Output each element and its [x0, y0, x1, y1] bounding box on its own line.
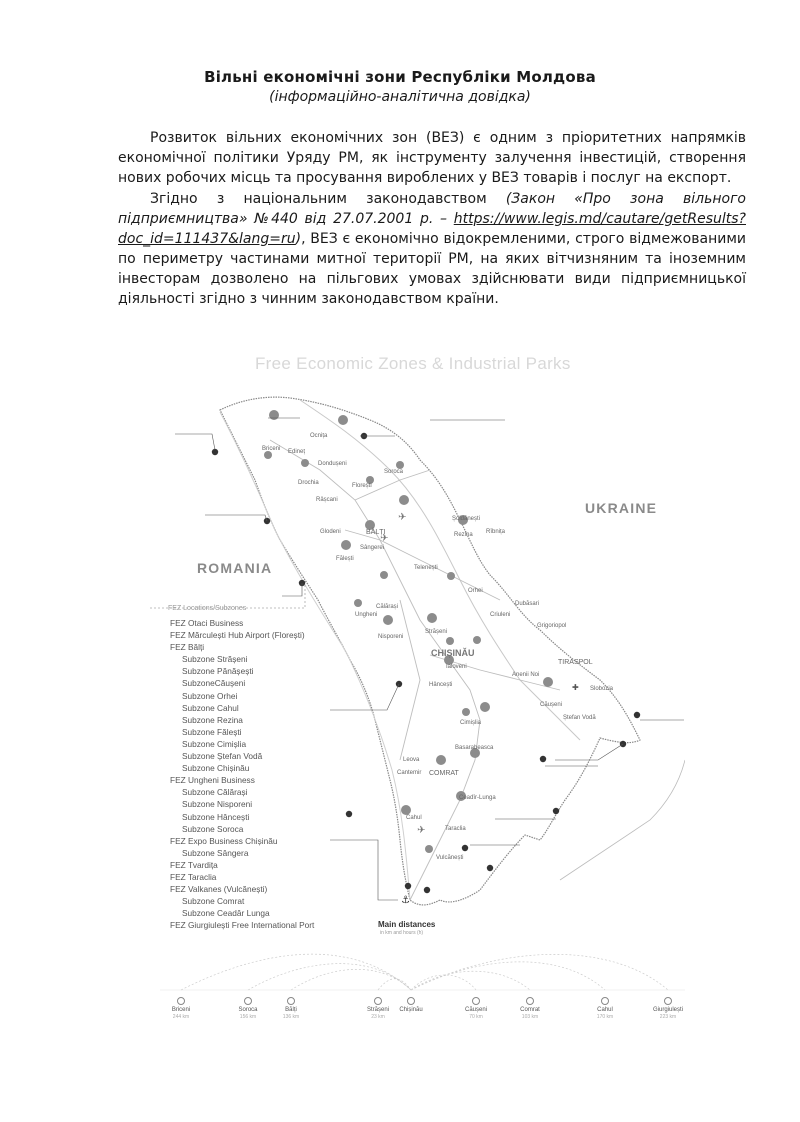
legend-subzone: Subzone Hâncești — [182, 811, 250, 822]
distances-title: Main distances — [378, 920, 436, 929]
city-orhei: Orhei — [468, 588, 483, 594]
city-glodeni: Glodeni — [320, 529, 341, 535]
city-ceadir-lunga: Ceadîr-Lunga — [459, 795, 496, 801]
destination-marker — [244, 997, 252, 1005]
legend-subzone: Subzone Soroca — [182, 823, 244, 834]
city-tiraspol: TIRASPOL — [558, 659, 593, 666]
distance-destination — [643, 997, 693, 1020]
city-soroca: Soroca — [384, 469, 404, 475]
city-chisinau: CHIȘINĂU — [431, 648, 475, 658]
distance-arcs — [181, 954, 668, 990]
destination-distance: 136 km — [282, 1014, 300, 1020]
legend-fez: FEZ Ungheni Business — [170, 775, 255, 786]
legend-subzone: Subzone Cimișlia — [182, 738, 247, 749]
svg-text:✈: ✈ — [398, 512, 407, 523]
legend-fez: FEZ Otaci Business — [170, 618, 244, 628]
destination-marker — [472, 997, 480, 1005]
city-causeni: Căușeni — [540, 702, 563, 708]
destination-name: Soroca — [238, 1007, 258, 1013]
destination-marker — [177, 997, 185, 1005]
law-reference-close: ) — [295, 231, 302, 247]
legal-paragraph-lead: Згідно з національним законодавством — [150, 191, 506, 207]
destination-distance: 23 km — [371, 1014, 385, 1020]
city-cantemir: Cantemir — [397, 770, 422, 776]
city-ungheni: Ungheni — [355, 612, 378, 618]
city-telenesti: Telenești — [414, 565, 438, 571]
destination-marker — [407, 997, 415, 1005]
distance-destination — [451, 997, 501, 1020]
legend-subzone: Subzone Ceadâr Lunga — [182, 908, 270, 919]
city-nisporeni: Nisporeni — [378, 634, 404, 640]
legend-subzone: Subzone Nisporeni — [182, 799, 253, 810]
legend-subzone: Subzone Pănășești — [182, 666, 254, 677]
destination-distance: 103 km — [521, 1014, 539, 1020]
city-basarabeasca: Basarabeasca — [455, 745, 494, 751]
country-label-romania: ROMANIA — [197, 560, 273, 576]
legend-subzone: Subzone Chișinău — [182, 763, 250, 774]
ukraine-coast-line — [560, 760, 685, 880]
legend-subzone: Subzone Călărași — [182, 787, 248, 798]
distances-subtitle: in km and hours (h) — [380, 930, 424, 936]
city-ribnita: Rîbnița — [486, 529, 506, 535]
legend-title: FEZ Locations/Subzones — [168, 605, 247, 612]
city-grigoriopol: Grigoriopol — [537, 623, 567, 629]
destination-name: Strășeni — [366, 1007, 389, 1013]
law-reference: (Закон «Про зона вільного підприємництва» №440 від 27.07.2001 р. – — [118, 191, 746, 227]
distance-destination — [266, 997, 316, 1020]
svg-text:✈: ✈ — [417, 825, 426, 836]
city-balti: BĂLȚI — [366, 529, 386, 536]
destination-name: Bălți — [285, 1007, 297, 1013]
city-falesti: Fălești — [336, 556, 354, 562]
document-title: Вільні економічні зони Республіки Молдова — [204, 68, 596, 86]
legend-fez: FEZ Expo Business Chișinău — [170, 835, 278, 846]
country-label-ukraine: UKRAINE — [585, 500, 658, 516]
destination-marker — [526, 997, 534, 1005]
legend-fez: FEZ Valkanes (Vulcănești) — [170, 884, 268, 895]
fez-legend — [170, 617, 380, 931]
city-taraclia: Taraclia — [445, 826, 466, 832]
destination-name: Comrat — [520, 1007, 540, 1013]
city-hincesti: Hâncești — [429, 682, 453, 688]
city-dubasari: Dubăsari — [515, 601, 540, 607]
destination-distance: 156 km — [239, 1014, 257, 1020]
svg-text:✈: ✈ — [380, 533, 389, 544]
city-straseni: Strășeni — [425, 629, 448, 635]
city-riscani: Râșcani — [316, 497, 338, 503]
legend-subzone: Subzone Sângera — [182, 847, 249, 858]
distance-destination — [505, 997, 555, 1020]
destination-marker — [664, 997, 672, 1005]
legend-subzone: Subzone Strășeni — [182, 654, 248, 665]
legend-fez: FEZ Taraclia — [170, 871, 217, 882]
legend-subzone: Subzone Cahul — [182, 702, 239, 713]
distance-destination — [580, 997, 630, 1020]
destination-distance: 244 km — [172, 1014, 190, 1020]
destination-name: Cahul — [597, 1007, 613, 1013]
city-criuleni: Criuleni — [490, 612, 511, 618]
legend-subzone: Subzone Fălești — [182, 726, 242, 737]
city-slobozia: Slobozia — [590, 686, 614, 692]
legend-subzone: Subzone Ștefan Vodă — [182, 751, 263, 762]
destination-distance: 223 km — [659, 1014, 677, 1020]
city-soldanesti: Șoldănești — [452, 516, 481, 522]
distance-destination — [386, 997, 436, 1014]
destination-marker — [287, 997, 295, 1005]
destination-name: Căușeni — [464, 1007, 487, 1013]
city-vulcanesti: Vulcănești — [436, 855, 464, 861]
city-anenii-noi: Anenii Noi — [512, 672, 540, 678]
destination-distance: 70 km — [469, 1014, 483, 1020]
city-edinet: Edineț — [288, 449, 306, 455]
destination-marker — [374, 997, 382, 1005]
legend-connector — [150, 580, 305, 608]
city-leova: Leova — [403, 757, 420, 763]
city-comrat: COMRAT — [429, 770, 459, 777]
city-ocnita: Ocnița — [310, 433, 328, 439]
destination-name: Briceni — [171, 1007, 191, 1013]
svg-text:⚓: ⚓ — [401, 895, 410, 906]
city-calarasi: Călărași — [376, 604, 399, 610]
destination-name: Giurgiulești — [652, 1007, 683, 1013]
city-cimislia: Cimișlia — [460, 720, 481, 726]
legal-paragraph-body: , ВЕЗ є економічно відокремленими, строго відмежованими по периметру частинами митної території РМ, на яких вітчизняним та іноземним інвесторам дозволено на пільгових умовах здійснювати види підприємницької діяльності згідно з чинним законодавством країни. — [118, 231, 746, 307]
legend-fez: FEZ Giurgiulești Free International Port — [170, 920, 315, 931]
legend-fez: FEZ Bălți — [170, 642, 205, 653]
city-briceni: Briceni — [262, 446, 281, 452]
legis-link[interactable]: https://www.legis.md/cautare/getResults?doc_id=111437&lang=ru — [118, 211, 746, 247]
intro-paragraph: Розвиток вільних економічних зон (ВЕЗ) є одним з пріоритетних напрямків економічної політики Уряду РМ, як інструменту залучення інвестицій, створення нових робочих місць та просування вироблених у ВЕЗ товарів і послуг на експорт. — [118, 130, 746, 186]
legend-subzone: Subzone Comrat — [182, 896, 245, 907]
legend-subzone: Subzone Rezina — [182, 714, 243, 725]
legend-subzone: Subzone Orhei — [182, 690, 238, 701]
document-subtitle: (інформаційно-аналітична довідка) — [269, 89, 531, 105]
city-ialoveni: Ialoveni — [446, 664, 467, 670]
legal-paragraph — [118, 189, 746, 309]
destination-marker — [601, 997, 609, 1005]
destination-name: Chișinău — [399, 1007, 423, 1013]
city-sangerei: Sângerei — [360, 545, 385, 551]
city-cahul: Cahul — [406, 815, 422, 821]
legend-subzone: SubzoneCăușeni — [182, 678, 246, 689]
city-floresti: Florești — [352, 483, 372, 489]
legend-fez: FEZ Mărculești Hub Airport (Florești) — [170, 630, 305, 641]
svg-text:✚: ✚ — [572, 683, 579, 692]
distance-destination — [156, 997, 206, 1020]
legend-fez: FEZ Tvardița — [170, 859, 218, 870]
city-rezina: Rezina — [454, 532, 473, 538]
city-stefan-voda: Ștefan Vodă — [563, 715, 596, 721]
map-title: Free Economic Zones & Industrial Parks — [255, 354, 571, 373]
city-drochia: Drochia — [298, 480, 319, 486]
city-donduseni: Dondușeni — [318, 461, 347, 467]
destination-distance: 170 km — [596, 1014, 614, 1020]
